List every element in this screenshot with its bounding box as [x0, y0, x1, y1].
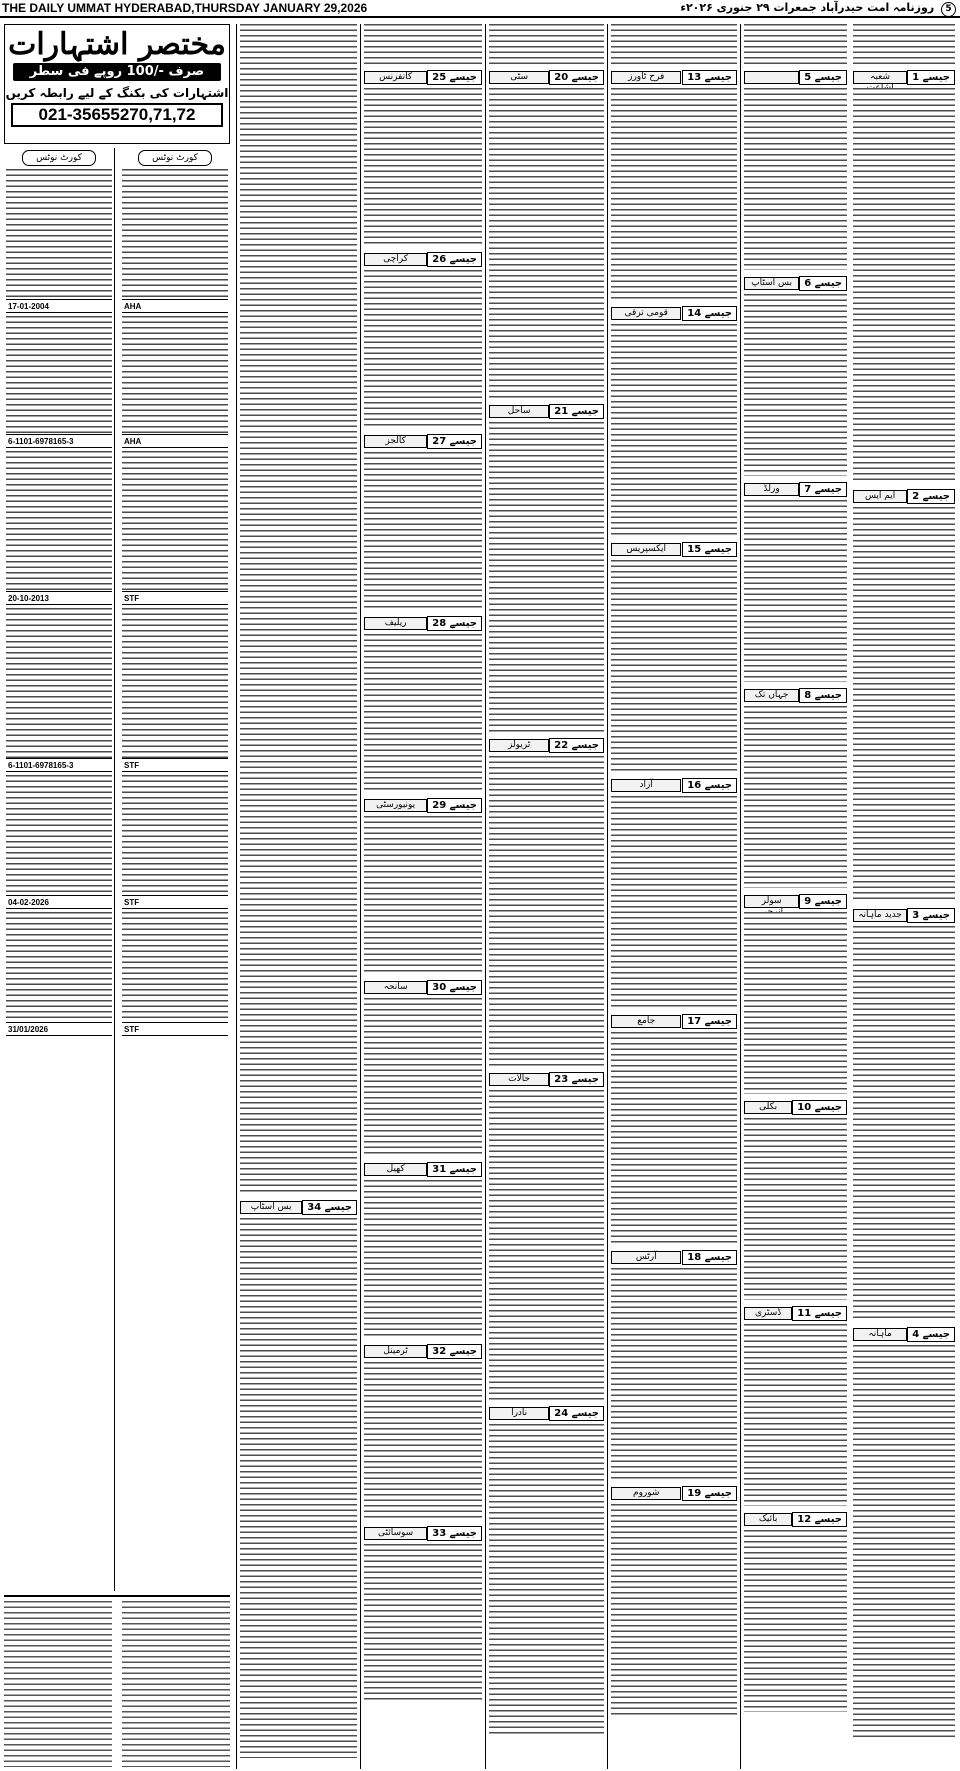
item-category: بس اسٹاپ	[240, 1201, 302, 1214]
item-label	[489, 738, 604, 752]
article-text	[611, 1504, 737, 1716]
item-number: جیسے 23	[549, 1072, 604, 1087]
notice-text	[122, 912, 228, 1023]
page-number: 5	[941, 2, 956, 17]
item-category: ٹرمینل	[364, 1345, 427, 1358]
item-category: بائیک	[744, 1513, 792, 1526]
article-text	[611, 796, 737, 1008]
item-label	[744, 688, 847, 702]
court-notice-tag: کورٹ نوٹس	[138, 150, 212, 166]
notice-code: STF	[122, 594, 228, 605]
article-text	[853, 88, 955, 483]
classified-ads-rate: صرف -/100 روپے فی سطر	[13, 63, 221, 81]
item-label	[489, 404, 604, 418]
article-text	[744, 24, 847, 64]
item-category: بس اسٹاپ	[744, 277, 799, 290]
item-category: بکلی	[744, 1101, 792, 1114]
notice-text	[122, 316, 228, 435]
item-label	[364, 434, 482, 448]
item-category: ریلیف	[364, 617, 427, 630]
article-text	[744, 500, 847, 682]
notice-text	[122, 775, 228, 896]
article-text	[744, 706, 847, 888]
news-column-1	[850, 24, 958, 1769]
item-label	[364, 980, 482, 994]
item-category: ایکسپریس	[611, 543, 681, 556]
item-category: کانفرنس	[364, 71, 427, 84]
item-label	[489, 70, 604, 84]
item-label	[744, 894, 847, 908]
item-number: جیسے 4	[907, 1327, 955, 1342]
article-text	[611, 88, 737, 300]
item-number: جیسے 19	[682, 1486, 737, 1501]
article-text	[744, 88, 847, 270]
item-label	[364, 616, 482, 630]
article-text	[364, 816, 482, 974]
item-number: جیسے 6	[799, 276, 847, 291]
urdu-dateline: روزنامہ امت حیدرآباد جمعرات ۲۹ جنوری ۲۰۲۶ء	[680, 1, 935, 14]
item-label	[364, 1526, 482, 1540]
item-number: جیسے 10	[792, 1100, 847, 1115]
news-column-6	[236, 24, 360, 1769]
item-label	[364, 70, 482, 84]
item-number: جیسے 14	[682, 306, 737, 321]
article-text	[611, 24, 737, 64]
item-label	[364, 1162, 482, 1176]
notice-code: AHA	[122, 302, 228, 313]
item-label	[611, 1250, 737, 1264]
article-text	[489, 1424, 604, 1734]
item-number: جیسے 27	[427, 434, 482, 449]
item-number: جیسے 5	[799, 70, 847, 85]
notice-code: 17-01-2004	[6, 302, 112, 313]
article-text	[240, 24, 357, 1194]
bottom-notice-text-left	[4, 1601, 112, 1767]
article-text	[744, 912, 847, 1094]
item-category: ساحل	[489, 405, 549, 418]
article-text	[853, 24, 955, 64]
item-category: حالات	[489, 1073, 549, 1086]
item-category: یونیورسٹی	[364, 799, 427, 812]
item-category: شعبہ	[853, 71, 907, 84]
notice-text	[122, 169, 228, 300]
notice-code: 6-1101-6978165-3	[6, 437, 112, 448]
page-header	[0, 0, 960, 18]
item-label	[611, 306, 737, 320]
article-text	[489, 422, 604, 732]
article-text	[489, 756, 604, 1066]
item-label	[611, 1486, 737, 1500]
item-number: جیسے 13	[682, 70, 737, 85]
notice-text	[6, 169, 112, 300]
item-label	[853, 489, 955, 503]
item-number: جیسے 15	[682, 542, 737, 557]
article-text	[853, 507, 955, 902]
item-category: جدید ماہانہ	[853, 909, 907, 922]
article-text	[744, 1530, 847, 1712]
item-number: جیسے 32	[427, 1344, 482, 1359]
article-text	[489, 24, 604, 64]
item-number: جیسے 9	[799, 894, 847, 909]
item-number: جیسے 30	[427, 980, 482, 995]
notice-code: 31/01/2026	[6, 1025, 112, 1036]
notice-text	[6, 316, 112, 435]
notice-code: 6-1101-6978165-3	[6, 761, 112, 772]
notice-text	[122, 608, 228, 759]
article-text	[611, 560, 737, 772]
notice-code: STF	[122, 1025, 228, 1036]
item-category: قومی ترقی	[611, 307, 681, 320]
news-column-2	[740, 24, 850, 1769]
item-number: جیسے 8	[799, 688, 847, 703]
item-label	[744, 1306, 847, 1320]
article-text	[853, 1345, 955, 1740]
item-label	[853, 1327, 955, 1341]
article-text	[364, 1544, 482, 1702]
item-category: فرح ٹاورز	[611, 71, 681, 84]
notice-code: AHA	[122, 437, 228, 448]
notice-code: STF	[122, 898, 228, 909]
article-text	[364, 998, 482, 1156]
notice-text	[6, 775, 112, 896]
classified-ads-contact-line: اشتہارات کی بکنگ کے لیے رابطہ کریں	[5, 86, 229, 100]
article-text	[364, 634, 482, 792]
article-text	[364, 452, 482, 610]
court-notices-section	[4, 148, 230, 1591]
article-text	[364, 88, 482, 246]
notice-code: 04-02-2026	[6, 898, 112, 909]
item-category: ورلڈ	[744, 483, 799, 496]
item-category	[744, 71, 799, 84]
item-label	[611, 1014, 737, 1028]
item-number: جیسے 21	[549, 404, 604, 419]
item-label	[611, 542, 737, 556]
item-number: جیسے 11	[792, 1306, 847, 1321]
item-category: ڈسٹری	[744, 1307, 792, 1320]
notice-code: STF	[122, 761, 228, 772]
notice-text	[122, 451, 228, 592]
item-label	[744, 1512, 847, 1526]
bottom-notice-block	[4, 1595, 230, 1767]
item-category: سٹی	[489, 71, 549, 84]
item-label	[744, 1100, 847, 1114]
item-number: جیسے 3	[907, 908, 955, 923]
item-number: جیسے 24	[549, 1406, 604, 1421]
notice-text	[6, 451, 112, 592]
item-label	[853, 908, 955, 922]
item-category: ایم ایس	[853, 490, 907, 503]
item-category: ٹریولز	[489, 739, 549, 752]
item-category: نادرا	[489, 1407, 549, 1420]
item-label	[611, 70, 737, 84]
item-label	[489, 1072, 604, 1086]
item-label	[240, 1200, 357, 1214]
article-text	[744, 1324, 847, 1506]
item-category: سوسائٹی	[364, 1527, 427, 1540]
item-label	[489, 1406, 604, 1420]
item-number: جیسے 22	[549, 738, 604, 753]
item-label	[364, 252, 482, 266]
article-text	[611, 324, 737, 536]
item-number: جیسے 26	[427, 252, 482, 267]
item-category: سانحہ	[364, 981, 427, 994]
item-number: جیسے 1	[907, 70, 955, 85]
item-number: جیسے 29	[427, 798, 482, 813]
item-number: جیسے 7	[799, 482, 847, 497]
article-text	[364, 270, 482, 428]
item-label	[853, 70, 955, 84]
notice-text	[6, 608, 112, 759]
item-number: جیسے 33	[427, 1526, 482, 1541]
court-notices-left	[4, 148, 115, 1591]
item-category: آزاد	[611, 779, 681, 792]
classified-ads-title: مختصر اشتہارات	[8, 27, 226, 62]
item-number: جیسے 34	[302, 1200, 357, 1215]
news-column-3	[607, 24, 740, 1769]
notice-text	[6, 912, 112, 1023]
article-text	[611, 1032, 737, 1244]
item-label	[611, 778, 737, 792]
article-text	[240, 1218, 357, 1758]
article-text	[853, 926, 955, 1321]
item-number: جیسے 25	[427, 70, 482, 85]
article-text	[489, 1090, 604, 1400]
item-number: جیسے 12	[792, 1512, 847, 1527]
article-text	[744, 294, 847, 476]
item-category: شوروم	[611, 1487, 681, 1500]
item-number: جیسے 20	[549, 70, 604, 85]
newspaper-title-urdu	[680, 1, 956, 17]
classified-ads-banner	[4, 24, 230, 144]
item-label	[744, 276, 847, 290]
news-column-5	[360, 24, 485, 1769]
item-category: ماہانہ	[853, 1328, 907, 1341]
item-number: جیسے 18	[682, 1250, 737, 1265]
item-category: جہاں تک	[744, 689, 799, 702]
item-label	[364, 1344, 482, 1358]
article-text	[744, 1118, 847, 1300]
item-category: کالجز	[364, 435, 427, 448]
bottom-notice-text-right	[122, 1601, 230, 1767]
item-category: کھیل	[364, 1163, 427, 1176]
item-number: جیسے 17	[682, 1014, 737, 1029]
item-number: جیسے 28	[427, 616, 482, 631]
item-label	[744, 70, 847, 84]
news-column-4	[485, 24, 607, 1769]
newspaper-title-english: THE DAILY UMMAT HYDERABAD,THURSDAY JANUARY 29,2026	[2, 1, 368, 15]
item-number: جیسے 31	[427, 1162, 482, 1177]
item-category: جامع	[611, 1015, 681, 1028]
article-text	[364, 1180, 482, 1338]
item-label	[744, 482, 847, 496]
article-text	[489, 88, 604, 398]
article-text	[364, 1362, 482, 1520]
court-notice-tag: کورٹ نوٹس	[22, 150, 96, 166]
item-label	[364, 798, 482, 812]
item-category: سولر	[744, 895, 799, 908]
item-number: جیسے 2	[907, 489, 955, 504]
article-text	[611, 1268, 737, 1480]
article-text	[364, 24, 482, 64]
item-category: آرٹس	[611, 1251, 681, 1264]
item-number: جیسے 16	[682, 778, 737, 793]
court-notices-right	[120, 148, 230, 1591]
classified-ads-phone: 021-35655270,71,72	[11, 103, 223, 127]
notice-code: 20-10-2013	[6, 594, 112, 605]
item-category: کراچی	[364, 253, 427, 266]
